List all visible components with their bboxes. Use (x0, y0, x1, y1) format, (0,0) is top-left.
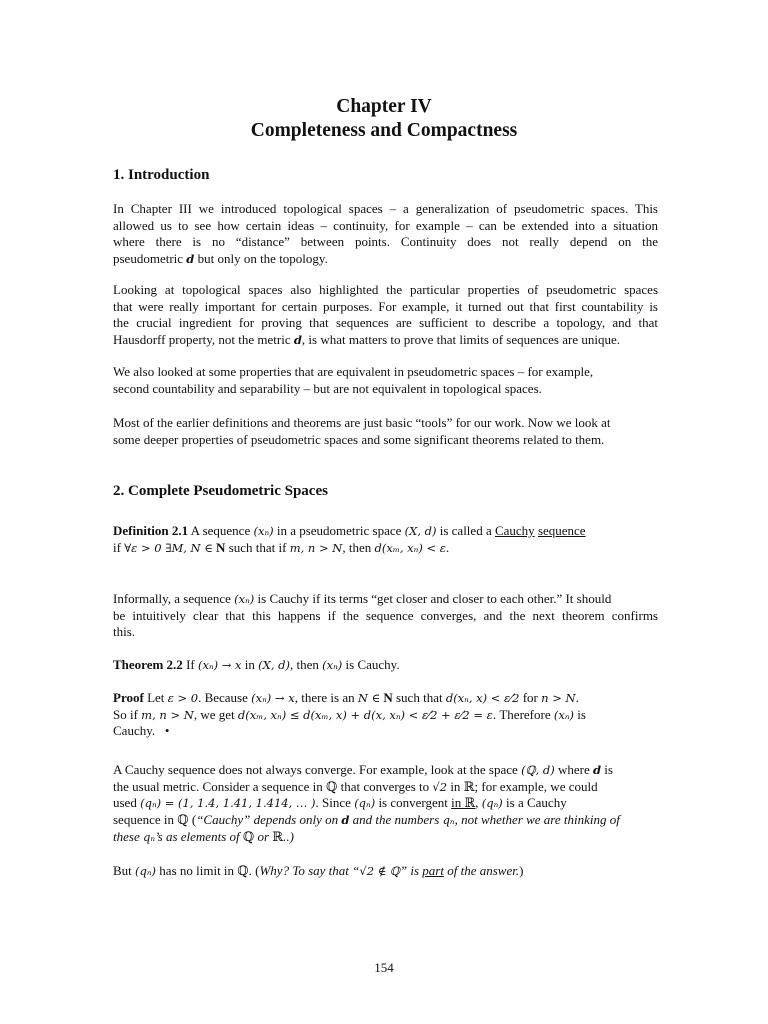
text-run: is (573, 706, 586, 722)
text-line: this. (113, 624, 136, 640)
text-run: such that if (225, 539, 290, 555)
italic-question: of the answer. (443, 863, 520, 878)
text-line (113, 591, 658, 608)
text-run: A Cauchy sequence does not always converge. For example, look at the space (113, 762, 522, 777)
chapter-title: Completeness and Compactness (250, 120, 518, 141)
text-line: Most of the earlier definitions and theorems are just basic “tools” for our work. Now we look at (113, 415, 611, 430)
natural-numbers-symbol: N (380, 690, 393, 705)
intro-paragraph-2 (113, 282, 658, 349)
text-line (113, 251, 658, 268)
text-run: , then (290, 657, 323, 672)
math-symbol-d: d (593, 763, 602, 777)
text-line: be intuitively clear that this happens if the sequence converges, and the next theorem confirms (113, 607, 658, 623)
text-run: in (447, 778, 464, 794)
text-line: In Chapter III we introduced topological spaces – a generalization of pseudometric spaces. This (113, 201, 658, 216)
math-sequence: (qₙ) (354, 796, 376, 811)
text-run: , we get (193, 706, 238, 722)
text-run: is (601, 762, 613, 777)
text-line (113, 762, 658, 779)
text-run: is Cauchy if its terms “get closer and closer to each other.” It should (254, 591, 612, 606)
in-reals-underlined: in ℝ (451, 795, 476, 811)
math-qn: qₙ (442, 813, 455, 828)
text-run: . Since (315, 795, 355, 811)
underlined-part: part (422, 863, 444, 878)
math-sequence: (xₙ) (253, 524, 274, 538)
text-run: Informally, a sequence (113, 591, 235, 606)
text-run: pseudometric (113, 251, 187, 267)
text-run: , then (342, 539, 375, 555)
text-line: the crucial ingredient for proving that sequences are sufficient to describe a topology, and that (113, 315, 658, 331)
text-run: , (475, 795, 482, 811)
text-run: Cauchy. (113, 723, 156, 739)
term-sequence: sequence (537, 523, 586, 538)
text-run: for (519, 690, 542, 705)
text-run: . (575, 690, 579, 705)
final-paragraph (113, 863, 658, 880)
math-element: N ∈ (357, 691, 381, 705)
text-run: . (445, 539, 450, 555)
qed-bullet-icon: • (164, 723, 170, 739)
text-run: is Cauchy. (342, 657, 400, 672)
definition-2-1 (113, 523, 658, 556)
example-paragraph (113, 762, 658, 845)
chapter-label: Chapter IV (336, 96, 432, 117)
math-sqrt-two-not-in-q: √2 ∉ ℚ (359, 864, 400, 878)
italic-note: “Cauchy” depends only on (196, 812, 342, 828)
theorem-label: Theorem 2.2 (113, 657, 183, 672)
math-sequence-values: (qₙ) = (1, 1.4, 1.41, 1.414, … ) (140, 796, 316, 811)
text-run: . Therefore (492, 706, 554, 722)
math-rationals: ℚ (326, 778, 338, 794)
text-run: ; for example, we could (474, 778, 598, 794)
intro-paragraph-4 (113, 415, 658, 448)
math-sequence: (qₙ) (481, 796, 503, 811)
text-line (113, 829, 658, 846)
math-sequence: (xₙ) (322, 658, 343, 672)
text-run: in (241, 657, 259, 672)
math-sequence: (qₙ) (135, 864, 157, 878)
text-run: If (182, 657, 198, 672)
text-run: the usual metric. Consider a sequence in (113, 778, 326, 794)
section-heading-introduction: 1. Introduction (113, 167, 210, 183)
math-rationals: ℚ (177, 812, 189, 828)
page-number: 154 (374, 960, 394, 975)
text-run: , there is an (294, 690, 358, 705)
text-line (113, 332, 658, 349)
math-reals: ℝ (463, 778, 475, 794)
text-run: has no limit in (156, 863, 238, 878)
intro-paragraph-1 (113, 201, 658, 268)
math-convergence: (xₙ) → x (251, 691, 295, 705)
italic-question: Why? To say that “ (259, 863, 360, 878)
text-run: where (554, 762, 593, 777)
math-sqrt-two: √2 (432, 779, 448, 794)
text-line (113, 690, 658, 707)
math-condition: m, n > N (289, 540, 343, 555)
text-run: , is what matters to prove that limits of sequences are unique. (301, 332, 620, 348)
text-run: Let (143, 690, 168, 705)
text-run: ) (519, 863, 524, 878)
natural-numbers-symbol: N (212, 539, 226, 555)
math-symbol-d: d (293, 333, 302, 348)
text-run: . Because (198, 690, 252, 705)
text-run: but only on the topology. (194, 251, 328, 267)
math-inequality: d(xₘ, xₙ) < ε (374, 540, 446, 555)
text-line (113, 540, 658, 557)
italic-note: these (113, 828, 143, 844)
math-sequence: (xₙ) (234, 592, 255, 606)
italic-note: and the numbers (349, 812, 443, 828)
text-line (113, 723, 658, 740)
math-space: (X, d) (404, 524, 437, 538)
text-line: where there is no “distance” between points. Continuity does not really depend on the (113, 234, 658, 250)
math-epsilon: ε > 0 (167, 691, 199, 705)
theorem-2-2 (113, 657, 658, 674)
italic-note: ’s as elements of (155, 828, 243, 844)
section-heading-complete-pseudometric: 2. Complete Pseudometric Spaces (113, 483, 328, 499)
definition-label: Definition 2.1 (113, 523, 189, 538)
term-cauchy: Cauchy (494, 523, 535, 538)
text-line: allowed us to see how certain ideas – continuity, for example – can be extended into a situation (113, 217, 658, 233)
text-line (113, 657, 658, 674)
text-run: such that (392, 690, 446, 705)
text-run: that converges to (337, 778, 433, 794)
text-line (113, 795, 658, 812)
math-inequality: d(xₙ, x) < ε⁄2 (445, 691, 520, 705)
proof-paragraph (113, 690, 658, 740)
math-qn: qₙ (142, 829, 155, 844)
text-run: is a Cauchy (502, 795, 567, 811)
text-run: But (113, 863, 136, 878)
text-run: is called a (436, 523, 495, 538)
math-space: (X, d) (258, 658, 291, 672)
italic-note: or (254, 828, 273, 844)
math-condition: m, n > N (141, 707, 194, 722)
text-line: second countability and separability – but are not equivalent in topological spaces. (113, 380, 542, 396)
text-line: We also looked at some properties that are equivalent in pseudometric spaces – for example, (113, 364, 594, 379)
text-run: used (113, 795, 141, 811)
text-line (113, 779, 658, 796)
text-run: A sequence (188, 523, 254, 538)
text-line (113, 523, 658, 540)
italic-note: ..) (283, 828, 294, 844)
text-run: sequence in (113, 812, 178, 828)
math-sequence: (xₙ) (553, 707, 574, 722)
math-space: (ℚ, d) (521, 763, 555, 777)
math-triangle-inequality: d(xₘ, xₙ) ≤ d(xₘ, x) + d(x, xₙ) < ε⁄2 + ε⁄2 = ε (237, 707, 493, 722)
math-rationals: ℚ (237, 863, 249, 878)
informal-paragraph (113, 591, 658, 641)
text-run: if (113, 539, 125, 555)
math-symbol-d: d (186, 252, 195, 267)
text-line (113, 812, 658, 829)
italic-question: ” is (399, 863, 423, 878)
italic-note: , not whether we are thinking of (454, 812, 620, 828)
text-line: that were really important for certain purposes. For example, it turned out that first countability is (113, 298, 658, 314)
math-reals: ℝ (272, 828, 284, 844)
text-run: is convergent (375, 795, 452, 811)
math-convergence: (xₙ) → x (197, 658, 242, 672)
text-line: Looking at topological spaces also highlighted the particular properties of pseudometric spaces (113, 282, 658, 297)
text-run: in a pseudometric space (273, 523, 405, 538)
text-line: some deeper properties of pseudometric spaces and some significant theorems related to them. (113, 431, 605, 447)
text-line (113, 863, 658, 880)
text-run: ( (188, 812, 197, 828)
proof-label: Proof (113, 690, 144, 705)
math-condition: n > N (541, 691, 576, 705)
math-symbol-d: d (341, 813, 350, 828)
text-run: . ( (248, 863, 260, 878)
math-quantifier: ∀ε > 0 ∃M, N ∈ (124, 540, 213, 555)
math-rationals: ℚ (242, 828, 255, 844)
intro-paragraph-3 (113, 364, 658, 397)
text-line (113, 707, 658, 724)
text-run: So if (113, 706, 142, 722)
text-run: Hausdorff property, not the metric (113, 332, 294, 348)
